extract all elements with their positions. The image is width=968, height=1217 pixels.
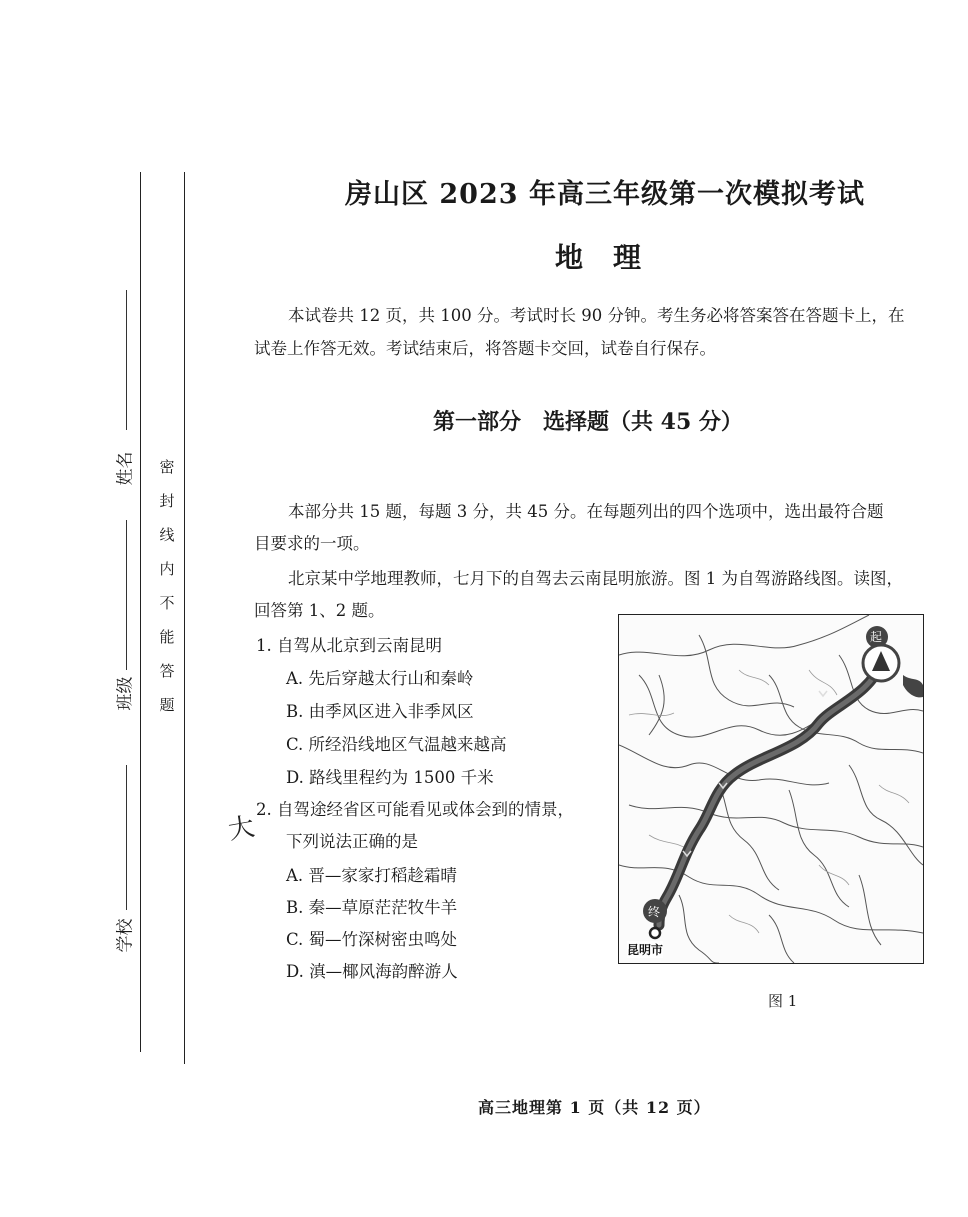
school-label: 学校 [115,918,136,953]
context-line-1: 北京某中学地理教师，七月下的自驾去云南昆明旅游。图 1 为自驾游路线图。读图， [288,569,903,588]
class-blank-line [126,520,127,670]
question-2-option-d: D. 滇—椰风海韵醉游人 [286,962,458,981]
route-map [618,614,924,964]
sea-patch [903,675,923,697]
intro-line-2: 试卷上作答无效。考试结束后，将答题卡交回，试卷自行保存。 [254,339,716,358]
seal-char: 内 [159,560,175,578]
name-label: 姓名 [115,451,136,486]
question-1-option-a: A. 先后穿越太行山和秦岭 [286,669,474,688]
binding-line-outer [140,172,141,1052]
seal-char: 答 [159,662,175,680]
instructions-line-1: 本部分共 15 题，每题 3 分，共 45 分。在每题列出的四个选项中，选出最符合题 [288,502,884,521]
seal-char: 封 [159,492,175,510]
subject-title: 地理 [555,241,672,274]
question-2-option-a: A. 晋—家家打稻趁霜晴 [286,866,457,885]
seal-char: 线 [159,526,175,544]
end-marker-label: 终 [648,905,661,919]
instructions-line-2: 目要求的一项。 [254,534,370,553]
section-title: 第一部分 选择题（共 45 分） [433,409,743,435]
city-dot-icon [650,928,660,938]
question-2-stem: 2. 自驾途经省区可能看见或体会到的情景， [256,800,574,819]
question-1-stem: 1. 自驾从北京到云南昆明 [256,636,442,655]
figure-caption: 图 1 [768,992,798,1010]
intro-line-1: 本试卷共 12 页，共 100 分。考试时长 90 分钟。考生务必将答案答在答题卡上，在 [288,306,905,325]
exam-title: 房山区 2023 年高三年级第一次模拟考试 [345,179,865,210]
start-marker-label: 起 [870,630,883,644]
seal-char: 不 [159,594,175,612]
question-2-stem-cont: 下列说法正确的是 [286,832,418,851]
question-1-option-c: C. 所经沿线地区气温越来越高 [286,735,507,754]
route-map-svg [619,615,923,963]
context-line-2: 回答第 1、2 题。 [254,601,385,620]
city-label: 昆明市 [627,943,664,957]
school-blank-line [126,765,127,910]
class-label: 班级 [115,676,136,711]
question-1-option-d: D. 路线里程约为 1500 千米 [286,768,494,787]
question-2-option-b: B. 秦—草原茫茫牧牛羊 [286,898,458,917]
seal-notice [155,455,179,717]
seal-char: 题 [159,696,175,714]
name-blank-line [126,290,127,430]
seal-char: 能 [159,628,175,646]
page-footer: 高三地理第 1 页（共 12 页） [478,1098,711,1117]
binding-line-inner [184,172,185,1064]
question-1-option-b: B. 由季风区进入非季风区 [286,702,474,721]
seal-char: 密 [159,458,175,476]
handwritten-mark: 大 [226,811,257,846]
question-2-option-c: C. 蜀—竹深树密虫鸣处 [286,930,458,949]
